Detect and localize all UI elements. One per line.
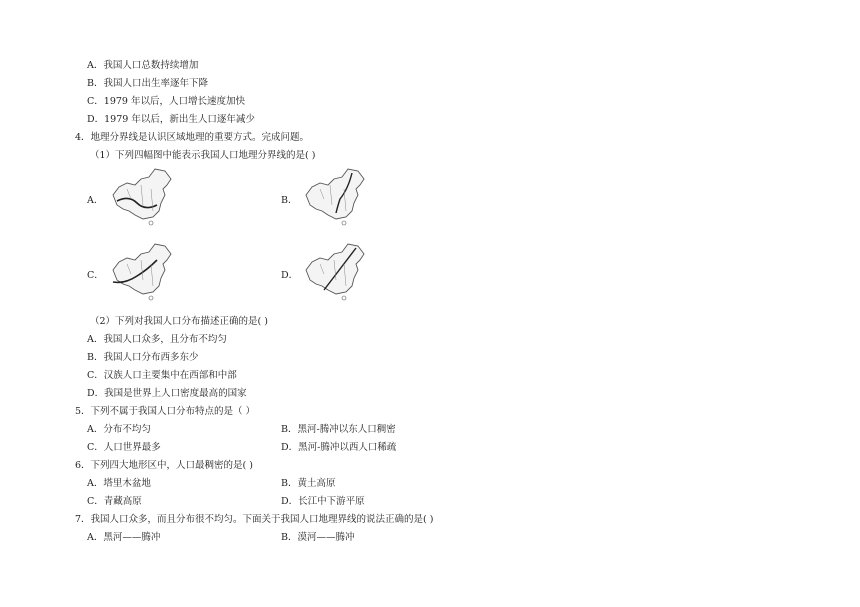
q4-sub2-stem: （2）下列对我国人口分布描述正确的是( ) — [90, 316, 268, 327]
q4-sub1-label-a: A． — [87, 195, 104, 206]
q4-sub1-label-b: B． — [281, 195, 298, 206]
q5-option-b: B．黑河-腾冲以东人口稠密 — [281, 424, 396, 435]
q4-sub2-option-d: D．我国是世界上人口密度最高的国家 — [87, 388, 247, 399]
q6-option-c: C．青藏高原 — [87, 496, 142, 507]
q4-sub2-option-a: A．我国人口众多，且分布不均匀 — [87, 334, 227, 345]
q7-option-a: A．黑河——腾冲 — [87, 532, 161, 543]
q6-stem: 6．下列四大地形区中，人口最稠密的是( ) — [75, 460, 253, 471]
q4-sub2-option-b: B．我国人口分布西多东少 — [87, 352, 199, 363]
q6-option-d: D．长江中下游平原 — [281, 496, 365, 507]
q3-option-d: D．1979 年以后，新出生人口逐年减少 — [87, 114, 255, 125]
china-map-b-image — [300, 165, 372, 227]
q4-sub1-stem: （1）下列四幅图中能表示我国人口地理分界线的是( ) — [90, 150, 316, 161]
china-map-a-image — [107, 165, 179, 227]
q6-option-b: B．黄土高原 — [281, 478, 336, 489]
china-map-b-icon — [300, 165, 372, 227]
q3-option-c: C．1979 年以后，人口增长速度加快 — [87, 96, 245, 107]
q7-stem: 7．我国人口众多，而且分布很不均匀。下面关于我国人口地理界线的说法正确的是( ) — [75, 514, 434, 525]
china-map-a-icon — [107, 165, 179, 227]
q4-sub2-option-c: C．汉族人口主要集中在西部和中部 — [87, 370, 237, 381]
q4-sub1-label-c: C． — [87, 270, 104, 281]
q5-option-d: D．黑河-腾冲以西人口稀疏 — [281, 442, 397, 453]
q3-option-a: A．我国人口总数持续增加 — [87, 60, 199, 71]
q4-sub1-label-d: D． — [281, 270, 299, 281]
q3-option-b: B．我国人口出生率逐年下降 — [87, 78, 208, 89]
q5-option-c: C．人口世界最多 — [87, 442, 161, 453]
china-map-d-icon — [300, 240, 372, 302]
q6-option-a: A．塔里木盆地 — [87, 478, 151, 489]
q5-stem: 5．下列不属于我国人口分布特点的是（ ） — [75, 406, 256, 417]
q5-option-a: A．分布不均匀 — [87, 424, 151, 435]
china-map-c-image — [107, 240, 179, 302]
q4-stem: 4．地理分界线是认识区域地理的重要方式。完成问题。 — [75, 132, 310, 143]
china-map-d-image — [300, 240, 372, 302]
q7-option-b: B．漠河——腾冲 — [281, 532, 355, 543]
china-map-c-icon — [107, 240, 179, 302]
